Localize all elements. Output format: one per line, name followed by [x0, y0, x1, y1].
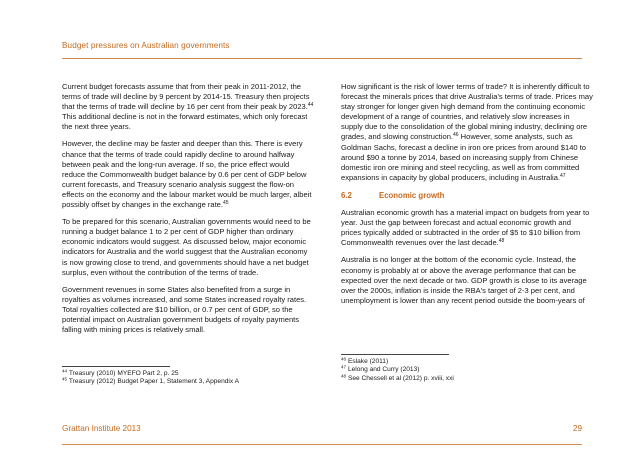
footnote-number: 47: [341, 364, 347, 370]
footnote: [341, 366, 454, 374]
footer-publisher: Grattan Institute 2013: [62, 424, 141, 433]
paragraph: [62, 139, 314, 210]
left-column: [62, 82, 314, 342]
paragraph: [62, 82, 314, 132]
page-number: 29: [572, 424, 582, 433]
footnote-text: See Chessell et al (2012) p. xviii, xxi: [346, 374, 454, 382]
footnote-text: Treasury (2012) Budget Paper 1, Statement 3, Appendix A: [67, 378, 240, 386]
section-heading: [341, 191, 593, 201]
footnote-ref[interactable]: 47: [560, 172, 566, 179]
footnote-rule: [62, 366, 170, 367]
footnote-ref[interactable]: 48: [498, 238, 505, 245]
footnote-ref[interactable]: 45: [222, 200, 229, 207]
header-rule: [62, 58, 582, 59]
footnote-ref[interactable]: 44: [307, 102, 314, 109]
footnote-number: 48: [341, 373, 347, 379]
paragraph-text: However, the decline may be faster and deeper than this. There is every chance that the terms of trade could rapidly decline to around halfway between peak and the long-run average. If so, the price effect would reduce the Commonwealth budget balance by 0.6 per cent of GDP below current forecasts, and Treasury scenario analysis suggest the flow-on effects on the economy and the labour market would be much larger, albeit possibly offset by changes in the exchange rate.: [62, 139, 312, 210]
paragraph-text: Current budget forecasts assume that from their peak in 2011-2012, the terms of trade will decline by 9 percent by 2014-15. Treasury then projects that the terms of trade will decline by 16 per cent from their peak by 2023.: [62, 82, 310, 112]
paragraph: Government revenues in some States also benefited from a surge in royalties as volumes increased, and some States increased royalty rates. Total royalties collected are $10 billion, or 0.7 per cent of GDP, so the potential impact on Australian government budgets of royalty payments falling with mining prices is relatively small.: [62, 284, 307, 335]
paragraph-text: However, some analysts, such as Goldman Sachs, forecast a decline in iron ore prices from around $140 to around $90 a tonne by 2014, based on increasing supply from Chinese domestic iron ore mining and steel recycling, as well as from committed expansions in capacity by global producers, including in Australia.: [341, 132, 586, 182]
footnote-number: 46: [341, 356, 347, 362]
footnote: [341, 375, 454, 383]
running-header: Budget pressures on Australian governments: [62, 41, 230, 50]
footnote-number: 44: [62, 368, 68, 374]
paragraph: [341, 82, 593, 183]
paragraph: To be prepared for this scenario, Australian governments would need to be running a budget balance 1 to 2 per cent of GDP higher than ordinary economic indicators would suggest. As discussed below, major economic indicators for Australia and the world suggest that the Australian economy is now growing close to trend, and governments should have a net budget surplus, even without the contribution of the terms of trade.: [62, 217, 311, 277]
right-column: [341, 82, 593, 313]
footnotes-left: [62, 370, 239, 387]
paragraph: Australia is no longer at the bottom of the economic cycle. Instead, the economy is probably at or above the average performance that can be expected over the next decade or two. GDP growth is close to its average over the 2000s, inflation is inside the RBA's target of 2-3 per cent, and unemployment is lower than any recent period outside the boom-years of: [341, 255, 587, 305]
paragraph: [341, 208, 593, 248]
paragraph-text: How significant is the risk of lower terms of trade? It is inherently difficult to forecast the minerals prices that drive Australia's terms of trade. Prices may stay stronger for longer given high demand from the continuing economic development of a range of countries, and relatively slow increases in supply due to the consolidation of the global mining industry, declining ore grades, and slowing construction.: [341, 82, 593, 142]
paragraph-text: Australian economic growth has a material impact on budgets from year to year. Just the gap between forecast and actual economic growth and prices typically added or subtracted in the order of $5 to $10 billion from Commonwealth revenues over the last decade.: [341, 208, 590, 248]
section-number: 6.2: [341, 190, 352, 200]
footnote-rule: [341, 354, 449, 355]
footnote-text: Eslake (2011): [346, 358, 389, 365]
paragraph-text: This additional decline is not in the forward estimates, which only forecast the next three years.: [62, 112, 308, 132]
footnote: [62, 378, 239, 386]
footnotes-right: [341, 358, 454, 383]
footer-rule: [62, 444, 582, 445]
footnote-text: Lelong and Curry (2013): [346, 366, 420, 374]
section-title: Economic growth: [379, 190, 445, 200]
footnote-ref[interactable]: 46: [453, 132, 459, 139]
footnote-number: 45: [62, 376, 68, 382]
footnote-text: Treasury (2010) MYEFO Part 2, p. 25: [67, 370, 179, 377]
